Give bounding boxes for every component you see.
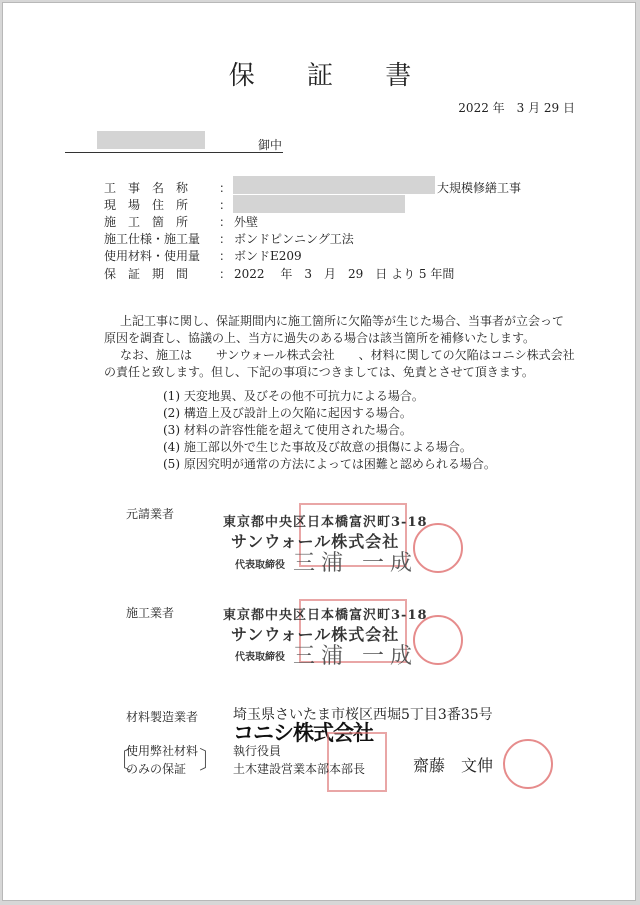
field-colon: ： [219,198,232,212]
terms-paragraph-line4: の責任と致します。但し、下記の事項につきましては、免責とさせて頂きます。 [104,365,534,379]
manufacturer-note-line2: のみの保証 [126,762,187,776]
representative-seal [413,615,463,665]
manufacturer-signer: 齋藤 文伸 [413,756,494,775]
prime-contractor-company: サンウォール株式会社 [231,532,400,551]
prime-contractor-signature: 三浦 一成 [293,551,418,576]
prime-contractor-address: 東京都中央区日本橋富沢町3-18 [223,515,428,530]
field-colon: ： [219,215,232,229]
addressee-suffix: 御中 [258,138,283,152]
field-label-method: 施工仕様・施工量 [104,232,201,246]
exclusion-item: (3) 材料の許容性能を超えて使用された場合。 [163,423,412,437]
field-value-period: 2022 年 3 月 29 日 より 5 年間 [234,267,455,281]
redacted-site-address [233,195,405,213]
manufacturer-label: 材料製造業者 [126,710,199,724]
exclusion-item: (2) 構造上及び設計上の欠陥に起因する場合。 [163,406,412,420]
manufacturer-address: 埼玉県さいたま市桜区西堀5丁目3番35号 [233,707,493,723]
manufacturer-role2: 土木建設営業本部本部長 [233,762,366,776]
manufacturer-note-line1: 使用弊社材料 [126,744,199,758]
manufacturer-company-logo: コニシ株式会社 [233,721,373,745]
field-value-material: ボンドE209 [234,249,302,263]
note-bracket-close: 〕 [199,746,223,774]
field-label-site-address: 現 場 住 所 [104,198,189,212]
representative-seal [503,739,553,789]
field-label-location: 施 工 箇 所 [104,215,189,229]
exclusion-item: (4) 施工部以外で生じた事故及び故意の損傷による場合。 [163,440,472,454]
contractor-rep-title: 代表取締役 [235,652,285,663]
field-label-material: 使用材料・使用量 [104,249,201,263]
note-bracket-open: 〔 [107,746,131,774]
exclusion-item: (1) 天変地異、及びその他不可抗力による場合。 [163,389,424,403]
field-label-period: 保 証 期 間 [104,267,189,281]
terms-paragraph-line3: なお、施工は サンウォール株式会社 、材料に関しての欠陥はコニシ株式会社 [120,348,575,362]
exclusion-item: (5) 原因究明が通常の方法によっては困難と認められる場合。 [163,457,496,471]
field-colon: ： [219,249,232,263]
representative-seal [413,523,463,573]
contractor-address: 東京都中央区日本橋富沢町3-18 [223,608,428,623]
redacted-addressee [97,131,205,149]
terms-paragraph-line2: 原因を調査し、協議の上、当方に過失のある場合は該当箇所を補修いたします。 [104,331,536,345]
guarantee-document [2,2,636,901]
issue-date: 2022 年 3 月 29 日 [458,101,575,115]
field-value-method: ボンドピンニング工法 [234,232,354,246]
addressee-underline [65,152,283,153]
field-label-project-name: 工 事 名 称 [104,181,189,195]
contractor-signature: 三浦 一成 [293,644,418,669]
manufacturer-role1: 執行役員 [233,744,282,758]
document-title: 保 証 書 [228,61,434,91]
redacted-project-name [233,176,435,194]
prime-contractor-label: 元請業者 [126,507,175,521]
contractor-company: サンウォール株式会社 [231,625,400,644]
field-colon: ： [219,181,232,195]
prime-contractor-rep-title: 代表取締役 [235,560,285,571]
field-value-location: 外壁 [234,215,259,229]
contractor-label: 施工業者 [126,606,175,620]
field-colon: ： [219,267,232,281]
field-value-project-name: 大規模修繕工事 [437,181,522,195]
terms-paragraph-line1: 上記工事に関し、保証期間内に施工箇所に欠陥等が生じた場合、当事者が立会って [120,314,565,328]
field-colon: ： [219,232,232,246]
